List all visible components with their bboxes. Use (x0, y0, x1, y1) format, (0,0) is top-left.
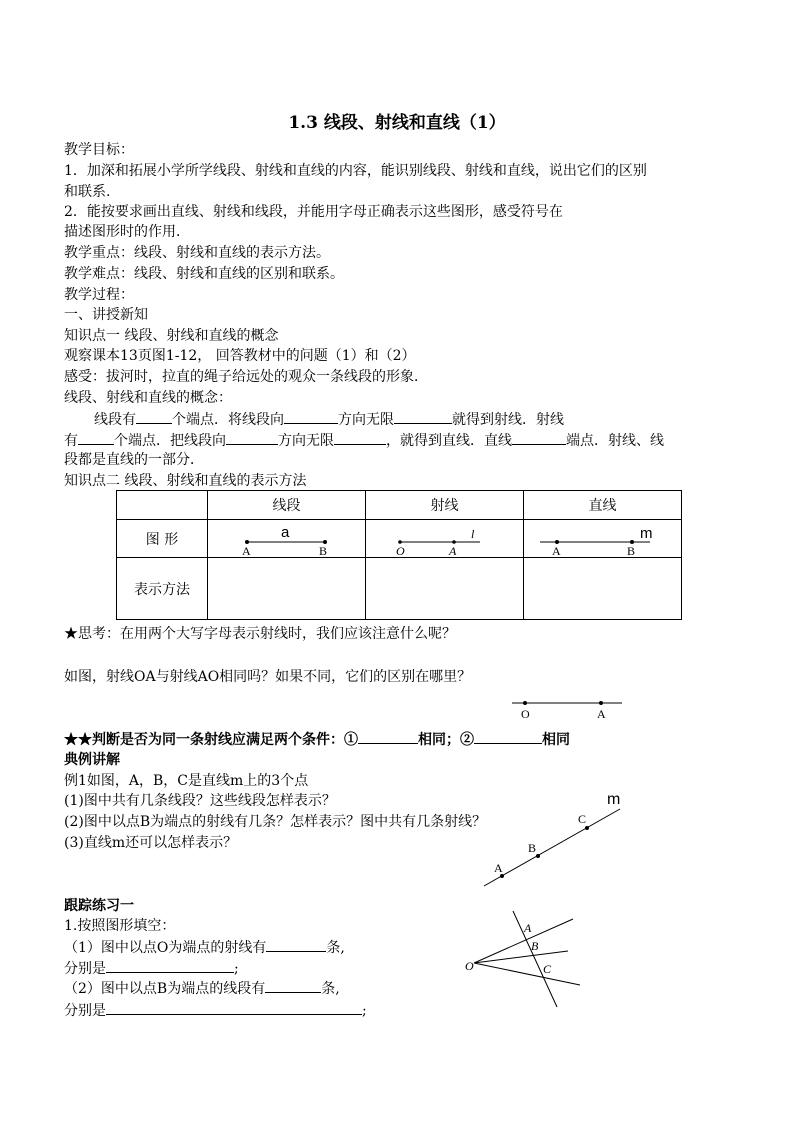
difficulty-point: 教学难点：线段、射线和直线的区别和联系。 (64, 266, 344, 282)
goal-1-line-1: 1．加深和拓展小学所学线段、射线和直线的内容，能识别线段、射线和直线，说出它们的区别 (64, 163, 647, 179)
practice-sub-1-list: 分别是 ; (64, 958, 239, 979)
feel-line: 感受：拔河时，拉直的绳子给远处的观众一条线段的形象． (64, 369, 428, 385)
ray-name-label: l (471, 527, 475, 541)
practice-point-c: C (543, 962, 552, 976)
example-q2: (2)图中以点B为端点的射线有几条？怎样表示？图中共有几条射线？ (64, 814, 487, 830)
judge-line: ★★判断是否为同一条射线应满足两个条件：① 相同；② 相同 (64, 729, 570, 750)
oa-point-a: A (597, 707, 606, 721)
ray-point-o: O (396, 544, 405, 558)
example-point-b: B (528, 841, 537, 855)
example-point-a: A (494, 861, 503, 875)
segment-name-label: a (281, 524, 290, 541)
example-q3: (3)直线m还可以怎样表示？ (64, 835, 238, 851)
fill-line-2: 有 个端点．把线段向 方向无限 ，就得到直线．直线 端点．射线、线 (64, 430, 664, 451)
example-point-c: C (578, 812, 587, 826)
practice-sub-2-list: 分别是 ; (64, 1000, 367, 1021)
practice-point-b: B (531, 939, 539, 953)
key-point: 教学重点：线段、射线和直线的表示方法。 (64, 245, 330, 261)
practice-item-1: 1.按照图形填空： (64, 918, 176, 934)
example-line-m: m (607, 791, 621, 808)
line-point-a: A (552, 544, 561, 558)
example-heading: 典例讲解 (64, 752, 120, 768)
knowledge-point-2: 知识点二 线段、射线和直线的表示方法 (64, 473, 307, 489)
row-notation-label: 表示方法 (117, 558, 208, 620)
line-name-label: m (640, 525, 653, 542)
header-line: 直线 (524, 491, 682, 520)
think-question: ★思考：在用两个大写字母表示射线时，我们应该注意什么呢？ (64, 626, 456, 642)
header-ray: 射线 (366, 491, 524, 520)
practice-heading: 跟踪练习一 (64, 898, 134, 914)
goal-1-line-2: 和联系. (64, 184, 111, 200)
row-figure-label: 图 形 (117, 520, 208, 558)
practice-sub-2: （2）图中以点B为端点的线段有 条, (64, 978, 340, 999)
oa-point-o: O (521, 707, 530, 721)
goals-heading: 教学目标： (64, 142, 134, 158)
ray-point-a: A (449, 544, 457, 558)
segment-point-a: A (242, 544, 251, 558)
process-heading: 教学过程： (64, 287, 134, 303)
observe-line: 观察课本13页图1-12， 回答教材中的问题（1）和（2） (64, 348, 416, 364)
part-1-heading: 一、讲授新知 (64, 307, 148, 323)
knowledge-point-1: 知识点一 线段、射线和直线的概念 (64, 328, 279, 344)
oa-question: 如图，射线OA与射线AO相同吗？如果不同，它们的区别在哪里？ (64, 669, 472, 685)
example-q1: (1)图中共有几条线段？这些线段怎样表示？ (64, 793, 336, 809)
practice-point-o: O (465, 959, 474, 973)
concept-heading: 线段、射线和直线的概念： (64, 390, 232, 406)
goal-2-line-1: 2．能按要求画出直线、射线和线段，并能用字母正确表示这些图形，感受符号在 (64, 204, 563, 220)
goal-2-line-2: 描述图形时的作用． (64, 224, 190, 240)
segment-point-b: B (319, 544, 328, 558)
fill-line-3: 段都是直线的一部分． (64, 452, 204, 468)
line-point-b: B (627, 544, 636, 558)
practice-sub-1: （1）图中以点O为端点的射线有 条, (64, 937, 345, 958)
practice-point-a: A (524, 921, 532, 935)
header-segment: 线段 (208, 491, 366, 520)
example-1: 例1如图，A，B，C是直线m上的3个点 (64, 773, 309, 789)
page-title: 1.3 线段、射线和直线（1） (288, 113, 506, 133)
fill-line-1: 线段有 个端点．将线段向 方向无限 就得到射线．射线 (94, 409, 564, 430)
